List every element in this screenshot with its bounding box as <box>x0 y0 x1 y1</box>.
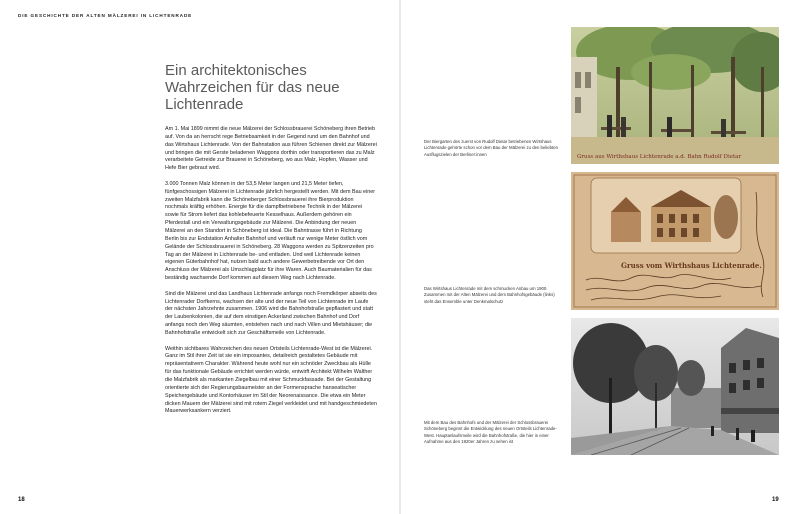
page-gutter <box>399 0 401 514</box>
photo-wirtshaus-postcard <box>571 172 779 310</box>
paragraph-4: Weithin sichtbares Wahrzeichen des neuen Ortsteils Lichtenrade-West ist die Mälzerei. Ganz im Stil ihrer Zeit ist sie ein imposantes, detailreich gestaltetes Gebäude mit repräsentativem Charakter. Während heute wohl nur ein schnöder Zweckbau als Hülle für das funktionale Gebäude errichtet werden würde, entwirft Architekt Wilhelm Walther die Malzfabrik als markanten Ziegelbau mit einer Schmuckfassade. Bei der Gestaltung orientierte sich der Regierungsbaumeister an der Formensprache hanseatischer Speichergebäude und Kontorhäuser im Stil der Neorenaissance. Die etwa ein Meter dicken Mauern der Mälzerei sind mit rotem Ziegel verkleidet und mit handgeschmiedeten Mauerwerksankern verziert. <box>165 345 377 415</box>
postcard1-inscription: Gruss aus Wirthshaus Lichtenrade a.d. Bahn Rudolf Dietar <box>577 154 742 160</box>
caption-biergarten: Der Biergarten des zuerst von Rudolf Dietar betriebenen Wirtshaus Lichtenrade gehörte schon vor dem Bau der Mälzerei zu den beliebten Ausflugszielen der Berliner:innen <box>424 139 559 157</box>
postcard2-title: Gruss vom Wirthshaus Lichtenrade. <box>621 261 762 270</box>
paragraph-1: Am 1. Mai 1899 nimmt die neue Mälzerei der Schlossbrauerei Schöneberg ihren Betrieb auf. Von da an herrscht rege Betriebsamkeit in der Gegend rund um den Bahnhof und das Wirtshaus Lichtenrade. Von der Bahnstation aus führen Schienen direkt zur Mälzerei und bringen die mit Gerste beladenen Waggons dorthin oder transportieren das zu Malz verarbeitete Getreide zur Brauerei in Schöneberg, wo aus Malz, Hopfen, Wasser und Hefe Bier gebraut wird. <box>165 126 377 172</box>
photo-biergarten-postcard <box>571 27 779 164</box>
page-number-right: 19 <box>772 497 779 503</box>
paragraph-2: 3.000 Tonnen Malz können in der 53,5 Meter langen und 21,5 Meter tiefen, fünfgeschossigen Mälzerei in Lichtenrade jährlich hergestellt werden. Mit dem Bau einer zweiten Malzfabrik kann die Schöneberger Schlossbrauerei ihre Bierproduktion nochmals kräftig erhöhen. Energie für die dampfbetriebene Technik in der Mälzerei sowie für Strom liefert das kohlebefeuerte Kesselhaus. Außerdem gehören ein Pferdestall und ein Verwaltungsgebäude zur Mälzerei. Die Anbindung der neuen Mälzerei an den Standort in Schöneberg ist ideal. Die Bahntrasse führt in Richtung Berlin bis zur Endstation Anhalter Bahnhof und verläuft nur wenige Meter östlich vom Gelände der Schlossbrauerei in Schöneberg. 28 Waggons werden zu Spitzenzeiten pro Tag an der Mälzerei in Lichtenrade be- und entladen. Und weil Lichtenrade keinen eigenen Güterbahnhof hat, nutzen bald auch andere Gewerbetreibende vor Ort den Anschluss der Mälzerei als Umschlagplatz für ihre Waren. Auch Baumaterialien für das beständig wachsende Dorf kommen auf diesem Weg nach Lichtenrade. <box>165 180 376 282</box>
caption-bahnhofstrasse: Mit dem Bau des Bahnhofs und der Mälzerei der Schlossbrauerei Schöneberg beginnt die Entwicklung des neuen Ortsteils Lichtenrade-West. Hauptanlaufsmeile wird die Bahnhofstraße, die hier in einer Aufnahme aus den 1920er Jahren zu sehen ist <box>424 420 557 445</box>
caption-wirtshaus: Das Wirtshaus Lichtenrade mit dem schmucken Anbau um 1900. Zusammen mit der Alten Mälzerei und dem Bahnhofsgebäude (links) steht das Ensemble unter Denkmalschutz <box>424 286 555 304</box>
page-headline: Ein architektonisches Wahrzeichen für das neue Lichtenrade <box>165 62 340 113</box>
page-number-left: 18 <box>18 497 25 503</box>
paragraph-3: Sind die Mälzerei und das Landhaus Lichtenrade anfangs noch Fremdkörper abseits des Lichtenrader Dorfkerns, wachsen der alte und der neue Teil von Lichtenrade im Laufe der nächsten Jahrzehnte zusammen. 1906 wird die Bahnhofstraße gepflastert und statt der Laubenkolonien, die auf dem einstigen Ackerland zwischen Bahnhof und Dorf anfangs noch den Weg säumten, entstehen nach und nach Villen und Mietshäuser; die Bahnhofstraße entwickelt sich zur Geschäftsmeile von Lichtenrade. <box>165 290 377 336</box>
running-head: DIE GESCHICHTE DER ALTEN MÄLZEREI IN LICHTENRADE <box>18 13 193 18</box>
photo-bahnhofstrasse <box>571 318 779 455</box>
body-text <box>165 126 377 424</box>
